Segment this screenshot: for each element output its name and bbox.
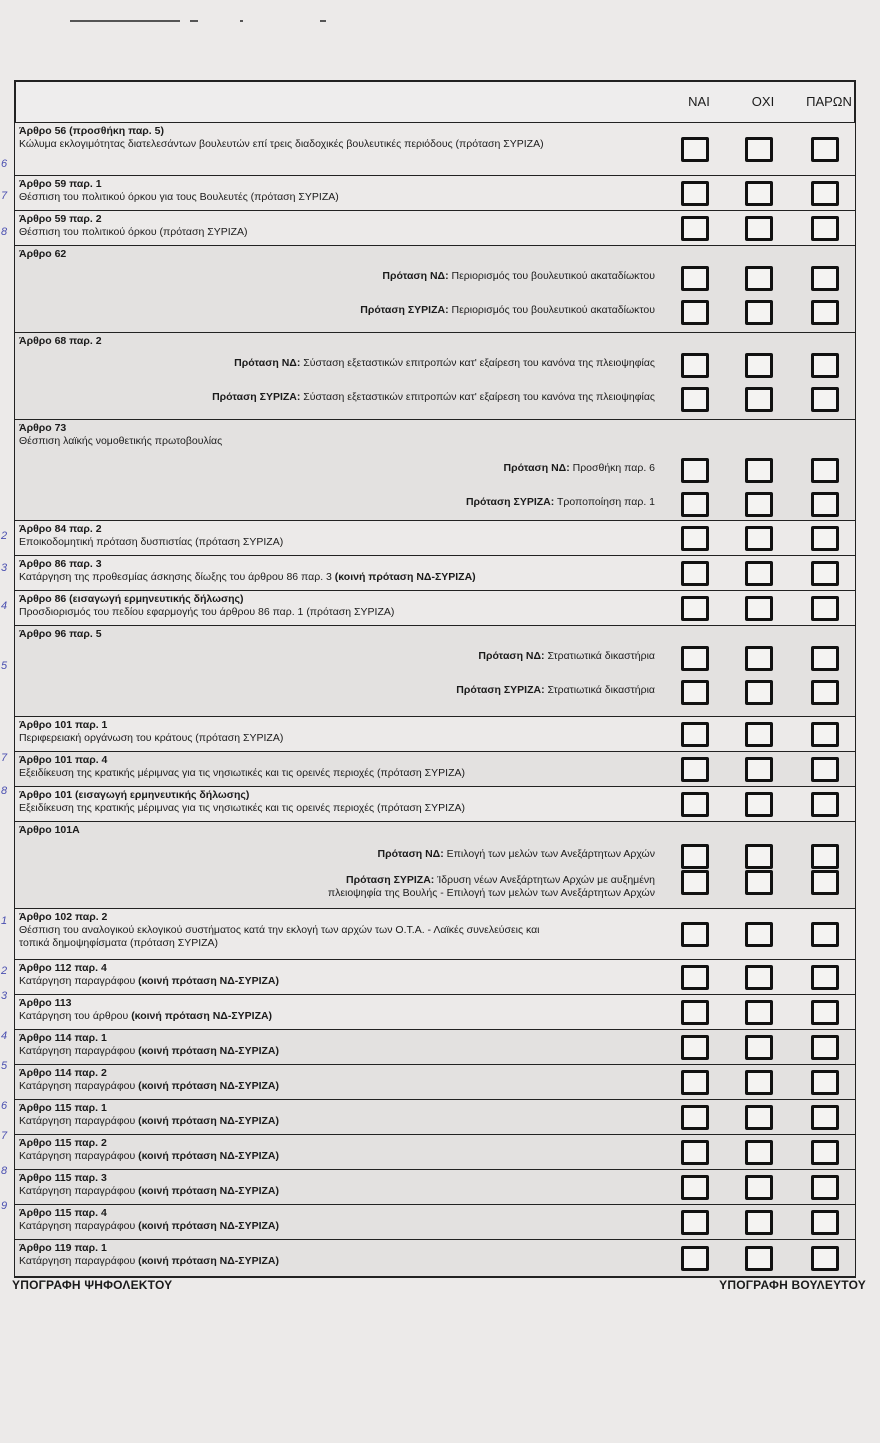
ballot-row [14,1065,856,1100]
present-checkbox[interactable] [811,596,839,621]
ballot-row [14,211,856,246]
proposal-line: Πρόταση ΣΥΡΙΖΑ: Τροποποίηση παρ. 1 [465,496,655,508]
present-checkbox[interactable] [811,137,839,162]
present-checkbox[interactable] [811,216,839,241]
no-checkbox[interactable] [745,561,773,586]
margin-number: 6 [1,158,8,170]
present-checkbox[interactable] [811,1175,839,1200]
yes-checkbox[interactable] [681,300,709,325]
article-description: Θέσπιση λαϊκής νομοθετικής πρωτοβουλίας [19,435,223,447]
ballot-row [14,176,856,211]
yes-checkbox[interactable] [681,1070,709,1095]
article-description: Κώλυμα εκλογιμότητας διατελεσάντων βουλευτών επί τρεις διαδοχικές βουλευτικές περιόδους (πρόταση ΣΥΡΙΖΑ) [19,138,544,150]
ballot-row [14,822,856,909]
ballot-row [14,556,856,591]
mp-signature-label: ΥΠΟΓΡΑΦΗ ΒΟΥΛΕΥΤΟΥ [719,1278,866,1292]
yes-checkbox[interactable] [681,1105,709,1130]
margin-number: 5 [1,1060,8,1072]
yes-checkbox[interactable] [681,526,709,551]
no-checkbox[interactable] [745,1070,773,1095]
article-description: Κατάργηση παραγράφου (κοινή πρόταση ΝΔ-ΣΥΡΙΖΑ) [19,1115,280,1127]
yes-checkbox[interactable] [681,596,709,621]
yes-checkbox[interactable] [681,1210,709,1235]
proposal-line: Πρόταση ΝΔ: Στρατιωτικά δικαστήρια [478,650,655,662]
article-title: Άρθρο 101 παρ. 4 [19,754,108,766]
ballot-row [14,1135,856,1170]
yes-checkbox[interactable] [681,181,709,206]
ballot-row [14,787,856,822]
ballot-row [14,752,856,787]
handwritten-margin-numbers [0,0,14,1443]
proposal-line: Πρόταση ΣΥΡΙΖΑ: Περιορισμός του βουλευτικού ακαταδίωκτου [360,304,655,316]
article-title: Άρθρο 56 (προσθήκη παρ. 5) [19,125,164,137]
present-checkbox[interactable] [811,965,839,990]
margin-number: 7 [1,1130,8,1142]
present-checkbox[interactable] [811,1000,839,1025]
margin-number: 4 [1,1030,8,1042]
article-description: Εποικοδομητική πρόταση δυσπιστίας (πρόταση ΣΥΡΙΖΑ) [19,536,284,548]
yes-checkbox[interactable] [681,792,709,817]
yes-checkbox[interactable] [681,1035,709,1060]
article-description: Κατάργηση παραγράφου (κοινή πρόταση ΝΔ-ΣΥΡΙΖΑ) [19,1080,280,1092]
article-title: Άρθρο 115 παρ. 4 [19,1207,107,1219]
present-checkbox[interactable] [811,757,839,782]
yes-checkbox[interactable] [681,387,709,412]
article-description: Εξειδίκευση της κρατικής μέριμνας για τις νησιωτικές και τις ορεινές περιοχές (πρόταση ΣΥΡΙΖΑ) [19,802,465,814]
no-checkbox[interactable] [745,1000,773,1025]
margin-number: 9 [1,1200,8,1212]
voter-signature-label: ΥΠΟΓΡΑΦΗ ΨΗΦΟΛΕΚΤΟΥ [12,1278,173,1292]
present-checkbox[interactable] [811,387,839,412]
no-checkbox[interactable] [745,1175,773,1200]
yes-checkbox[interactable] [681,1140,709,1165]
article-title: Άρθρο 101Α [19,824,80,836]
no-checkbox[interactable] [745,458,773,483]
article-title: Άρθρο 112 παρ. 4 [19,962,107,974]
proposal-line: Πρόταση ΣΥΡΙΖΑ: Σύσταση εξεταστικών επιτροπών κατ' εξαίρεση του κανόνα της πλειοψηφίας [212,391,655,403]
no-checkbox[interactable] [745,387,773,412]
no-checkbox[interactable] [745,492,773,517]
ballot-row [14,246,856,333]
ballot-row [14,1205,856,1240]
present-checkbox[interactable] [811,181,839,206]
margin-number: 8 [1,1165,8,1177]
no-checkbox[interactable] [745,353,773,378]
article-description: Θέσπιση του πολιτικού όρκου (πρόταση ΣΥΡΙΖΑ) [19,226,248,238]
article-title: Άρθρο 73 [19,422,67,434]
table-body [14,123,856,1278]
present-checkbox[interactable] [811,680,839,705]
yes-checkbox[interactable] [681,353,709,378]
proposal-line: Πρόταση ΝΔ: Περιορισμός του βουλευτικού ακαταδίωκτου [382,270,655,282]
present-checkbox[interactable] [811,1246,839,1271]
margin-number: 7 [1,752,8,764]
ballot-row [14,123,856,176]
yes-checkbox[interactable] [681,458,709,483]
no-checkbox[interactable] [745,266,773,291]
yes-checkbox[interactable] [681,1000,709,1025]
margin-number: 2 [1,530,8,542]
header-present: ΠΑΡΩΝ [806,94,852,109]
present-checkbox[interactable] [811,922,839,947]
article-title: Άρθρο 101 παρ. 1 [19,719,108,731]
article-description: Προσδιορισμός του πεδίου εφαρμογής του άρθρου 86 παρ. 1 (πρόταση ΣΥΡΙΖΑ) [19,606,395,618]
article-title: Άρθρο 96 παρ. 5 [19,628,102,640]
article-title: Άρθρο 114 παρ. 1 [19,1032,107,1044]
ballot-row [14,1240,856,1278]
yes-checkbox[interactable] [681,561,709,586]
no-checkbox[interactable] [745,596,773,621]
yes-checkbox[interactable] [681,1246,709,1271]
ballot-row [14,1170,856,1205]
proposal-line: Πρόταση ΣΥΡΙΖΑ: Στρατιωτικά δικαστήρια [456,684,655,696]
proposal-line: Πρόταση ΝΔ: Σύσταση εξεταστικών επιτροπών κατ' εξαίρεση του κανόνα της πλειοψηφίας [234,357,655,369]
no-checkbox[interactable] [745,300,773,325]
ballot-row [14,626,856,717]
no-checkbox[interactable] [745,526,773,551]
margin-number: 1 [1,915,8,927]
article-title: Άρθρο 115 παρ. 2 [19,1137,107,1149]
margin-number: 7 [1,190,8,202]
present-checkbox[interactable] [811,300,839,325]
no-checkbox[interactable] [745,757,773,782]
ballot-row [14,717,856,752]
present-checkbox[interactable] [811,266,839,291]
no-checkbox[interactable] [745,722,773,747]
yes-checkbox[interactable] [681,922,709,947]
yes-checkbox[interactable] [681,492,709,517]
article-description: Κατάργηση παραγράφου (κοινή πρόταση ΝΔ-ΣΥΡΙΖΑ) [19,1045,280,1057]
present-checkbox[interactable] [811,870,839,895]
margin-number: 3 [1,562,8,574]
no-checkbox[interactable] [745,922,773,947]
ballot-row [14,420,856,521]
yes-checkbox[interactable] [681,646,709,671]
present-checkbox[interactable] [811,492,839,517]
no-checkbox[interactable] [745,870,773,895]
proposal-line: Πρόταση ΣΥΡΙΖΑ: Ίδρυση νέων Ανεξάρτητων Αρχών με αυξημένη πλειοψηφία της Βουλής - Επιλογή των μελών των Ανεξάρτητων Αρχών [327,874,655,899]
present-checkbox[interactable] [811,561,839,586]
article-title: Άρθρο 86 παρ. 3 [19,558,102,570]
article-title: Άρθρο 84 παρ. 2 [19,523,102,535]
present-checkbox[interactable] [811,1035,839,1060]
article-description: Κατάργηση παραγράφου (κοινή πρόταση ΝΔ-ΣΥΡΙΖΑ) [19,1150,280,1162]
present-checkbox[interactable] [811,1140,839,1165]
present-checkbox[interactable] [811,353,839,378]
no-checkbox[interactable] [745,137,773,162]
yes-checkbox[interactable] [681,266,709,291]
ballot-row [14,995,856,1030]
article-description: Κατάργηση της προθεσμίας άσκησης δίωξης του άρθρου 86 παρ. 3 (κοινή πρόταση ΝΔ-ΣΥΡΙΖΑ) [19,571,476,583]
ballot-row [14,521,856,556]
margin-number: 2 [1,965,8,977]
margin-number: 6 [1,1100,8,1112]
margin-number: 3 [1,990,8,1002]
present-checkbox[interactable] [811,646,839,671]
no-checkbox[interactable] [745,965,773,990]
present-checkbox[interactable] [811,526,839,551]
yes-checkbox[interactable] [681,757,709,782]
ballot-row [14,333,856,420]
article-description: Κατάργηση του άρθρου (κοινή πρόταση ΝΔ-ΣΥΡΙΖΑ) [19,1010,273,1022]
present-checkbox[interactable] [811,1105,839,1130]
no-checkbox[interactable] [745,680,773,705]
table-header [14,80,856,123]
yes-checkbox[interactable] [681,1175,709,1200]
article-title: Άρθρο 86 (εισαγωγή ερμηνευτικής δήλωσης) [19,593,244,605]
yes-checkbox[interactable] [681,722,709,747]
proposal-line: Πρόταση ΝΔ: Προσθήκη παρ. 6 [503,462,655,474]
article-title: Άρθρο 59 παρ. 2 [19,213,102,225]
article-description: Περιφερειακή οργάνωση του κράτους (πρόταση ΣΥΡΙΖΑ) [19,732,284,744]
no-checkbox[interactable] [745,1035,773,1060]
header-no: ΟΧΙ [751,94,775,109]
no-checkbox[interactable] [745,1210,773,1235]
yes-checkbox[interactable] [681,216,709,241]
article-description: Κατάργηση παραγράφου (κοινή πρόταση ΝΔ-ΣΥΡΙΖΑ) [19,1185,280,1197]
margin-number: 5 [1,660,8,672]
article-title: Άρθρο 101 (εισαγωγή ερμηνευτικής δήλωσης) [19,789,250,801]
article-description-cont: τοπικά δημοψηφίσματα (πρόταση ΣΥΡΙΖΑ) [19,937,219,949]
article-title: Άρθρο 102 παρ. 2 [19,911,108,923]
no-checkbox[interactable] [745,1105,773,1130]
present-checkbox[interactable] [811,1210,839,1235]
article-description: Θέσπιση του πολιτικού όρκου για τους Βουλευτές (πρόταση ΣΥΡΙΖΑ) [19,191,339,203]
article-description: Εξειδίκευση της κρατικής μέριμνας για τις νησιωτικές και τις ορεινές περιοχές (πρόταση ΣΥΡΙΖΑ) [19,767,465,779]
ballot-row [14,909,856,960]
no-checkbox[interactable] [745,216,773,241]
article-title: Άρθρο 115 παρ. 3 [19,1172,107,1184]
article-title: Άρθρο 113 [19,997,72,1009]
no-checkbox[interactable] [745,181,773,206]
present-checkbox[interactable] [811,844,839,869]
no-checkbox[interactable] [745,844,773,869]
article-description: Κατάργηση παραγράφου (κοινή πρόταση ΝΔ-ΣΥΡΙΖΑ) [19,1220,280,1232]
article-description: Θέσπιση του αναλογικού εκλογικού συστήματος κατά την εκλογή των αρχών των Ο.Τ.Α. - Λαϊκές συνελεύσεις και [19,924,540,936]
article-title: Άρθρο 114 παρ. 2 [19,1067,107,1079]
margin-number: 4 [1,600,8,612]
no-checkbox[interactable] [745,1140,773,1165]
article-description: Κατάργηση παραγράφου (κοινή πρόταση ΝΔ-ΣΥΡΙΖΑ) [19,975,280,987]
top-scan-marks [70,20,350,30]
yes-checkbox[interactable] [681,870,709,895]
present-checkbox[interactable] [811,722,839,747]
no-checkbox[interactable] [745,1246,773,1271]
ballot-row [14,1030,856,1065]
article-description: Κατάργηση παραγράφου (κοινή πρόταση ΝΔ-ΣΥΡΙΖΑ) [19,1255,280,1267]
article-title: Άρθρο 59 παρ. 1 [19,178,102,190]
article-title: Άρθρο 62 [19,248,67,260]
article-title: Άρθρο 115 παρ. 1 [19,1102,107,1114]
yes-checkbox[interactable] [681,680,709,705]
yes-checkbox[interactable] [681,844,709,869]
ballot-row [14,960,856,995]
margin-number: 8 [1,226,8,238]
yes-checkbox[interactable] [681,137,709,162]
present-checkbox[interactable] [811,792,839,817]
article-title: Άρθρο 119 παρ. 1 [19,1242,107,1254]
no-checkbox[interactable] [745,646,773,671]
ballot-row [14,591,856,626]
header-yes: ΝΑΙ [688,94,710,109]
no-checkbox[interactable] [745,792,773,817]
yes-checkbox[interactable] [681,965,709,990]
ballot-row [14,1100,856,1135]
proposal-line: Πρόταση ΝΔ: Επιλογή των μελών των Ανεξάρτητων Αρχών [377,848,655,860]
present-checkbox[interactable] [811,458,839,483]
ballot-table [14,80,856,1278]
present-checkbox[interactable] [811,1070,839,1095]
article-title: Άρθρο 68 παρ. 2 [19,335,102,347]
margin-number: 8 [1,785,8,797]
